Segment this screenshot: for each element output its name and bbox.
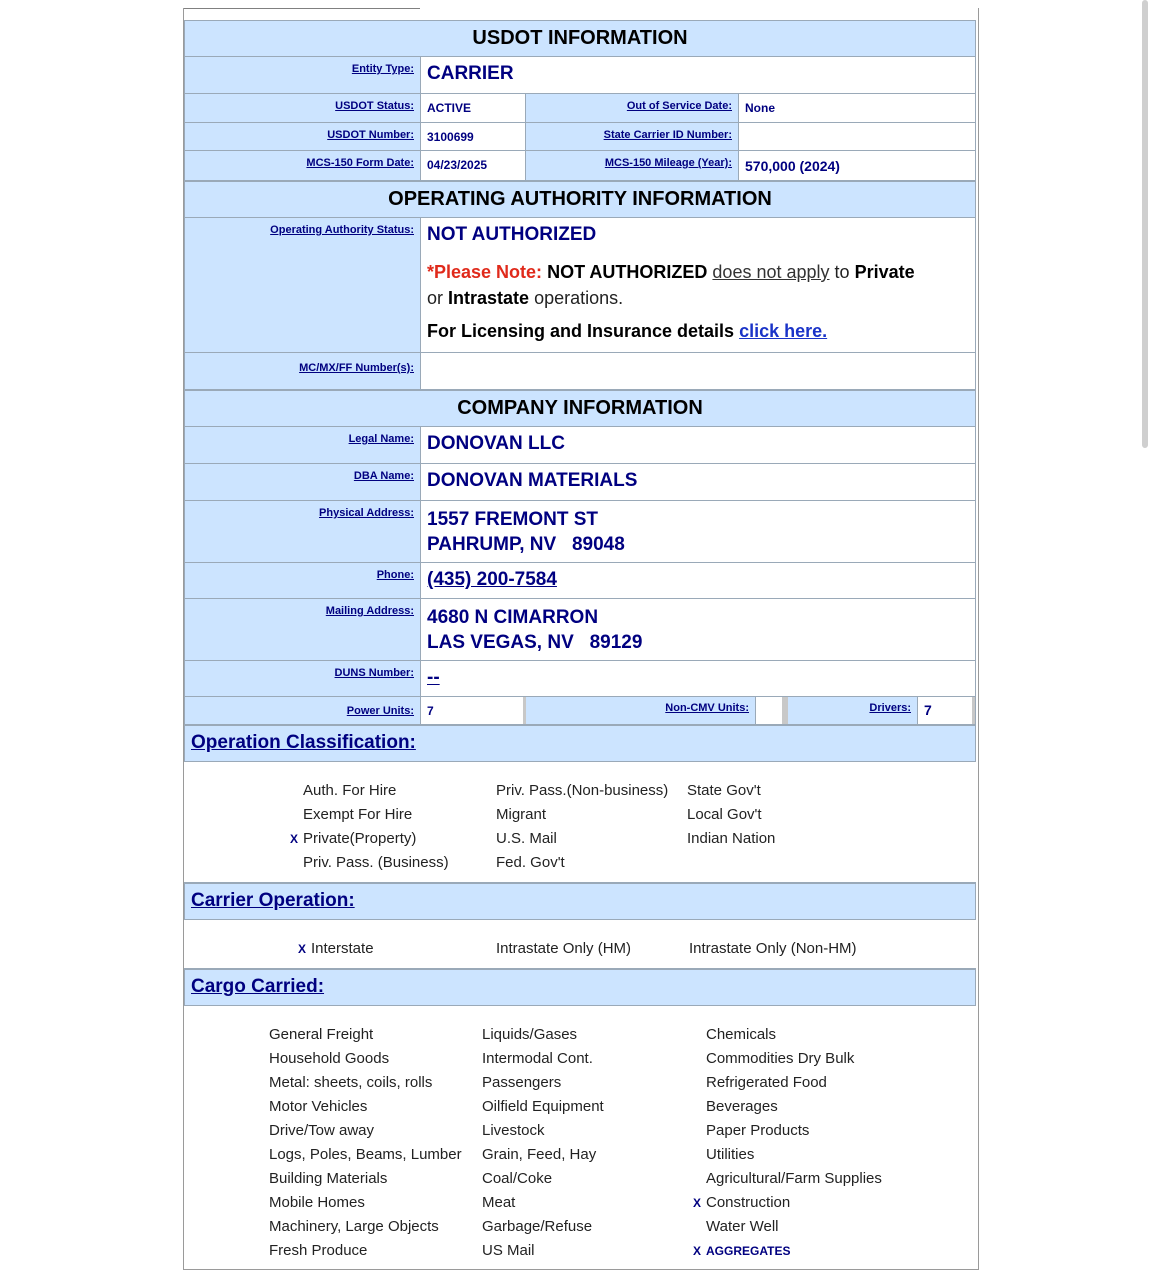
cargo-item: Water Well <box>706 1218 779 1235</box>
noncmv-units-value <box>756 697 788 724</box>
opclass-item: Fed. Gov't <box>496 854 565 871</box>
cargo-item: Meat <box>482 1194 516 1211</box>
mcs-mileage-label[interactable]: MCS-150 Mileage (Year): <box>526 151 739 180</box>
usdot-header: USDOT INFORMATION <box>184 20 976 57</box>
carrier-op-check-mark: X <box>298 942 307 956</box>
physical-address-line1: 1557 FREMONT ST <box>427 509 599 530</box>
authority-status-label[interactable]: Operating Authority Status: <box>185 218 421 352</box>
cargo-item: Refrigerated Food <box>706 1074 827 1091</box>
note-bold: NOT AUTHORIZED <box>547 262 708 282</box>
cargo-item: Oilfield Equipment <box>482 1098 604 1115</box>
state-id-value <box>739 123 975 150</box>
usdot-number-label[interactable]: USDOT Number: <box>185 123 421 150</box>
noncmv-units-label[interactable]: Non-CMV Units: <box>526 697 756 724</box>
operation-classification-panel <box>184 762 976 883</box>
licensing-text: For Licensing and Insurance details <box>427 321 735 341</box>
cargo-item: US Mail <box>482 1242 535 1259</box>
opclass-item: Priv. Pass.(Non-business) <box>496 782 669 799</box>
cargo-item: Logs, Poles, Beams, Lumber <box>269 1146 462 1163</box>
opclass-check-mark: X <box>290 832 299 846</box>
cargo-item: Mobile Homes <box>269 1194 365 1211</box>
entity-type-value: CARRIER <box>421 57 975 93</box>
cargo-item: Household Goods <box>269 1050 390 1067</box>
cargo-carried-panel <box>184 1006 976 1268</box>
mc-label[interactable]: MC/MX/FF Number(s): <box>185 353 421 389</box>
carrier-op-item: Interstate <box>311 940 374 957</box>
physical-address-value <box>421 501 975 562</box>
cargo-item: Building Materials <box>269 1170 388 1187</box>
cargo-item: Commodities Dry Bulk <box>706 1050 855 1067</box>
drivers-label[interactable]: Drivers: <box>788 697 918 724</box>
opclass-item: State Gov't <box>687 782 761 799</box>
cargo-item: Passengers <box>482 1074 562 1091</box>
mcs-date-label[interactable]: MCS-150 Form Date: <box>185 151 421 180</box>
operation-classification-header[interactable]: Operation Classification: <box>184 725 976 762</box>
authority-status-value: NOT AUTHORIZED <box>427 224 597 245</box>
licensing-link[interactable]: click here. <box>739 321 828 341</box>
cargo-item: Livestock <box>482 1122 545 1139</box>
phone-label[interactable]: Phone: <box>185 563 421 598</box>
note-intrastate: Intrastate <box>448 288 530 308</box>
cargo-item: Garbage/Refuse <box>482 1218 593 1235</box>
carrier-op-item: Intrastate Only (HM) <box>496 940 632 957</box>
mc-row <box>184 353 976 390</box>
scrollbar[interactable] <box>1142 0 1148 448</box>
entity-type-label[interactable]: Entity Type: <box>185 57 421 93</box>
carrier-operation-list <box>184 920 976 968</box>
cargo-item: Intermodal Cont. <box>482 1050 593 1067</box>
entity-type-row <box>184 57 976 94</box>
opclass-item: Private(Property) <box>303 830 417 847</box>
mailing-address-label[interactable]: Mailing Address: <box>185 599 421 660</box>
mailing-address-row <box>184 599 976 661</box>
mcs-row <box>184 151 976 181</box>
mailing-address-value <box>421 599 975 660</box>
cargo-item: AGGREGATES <box>706 1244 791 1258</box>
cargo-item: Machinery, Large Objects <box>269 1218 439 1235</box>
usdot-status-row <box>184 94 976 123</box>
duns-value[interactable]: -- <box>421 661 975 696</box>
authority-status-cell <box>421 218 975 352</box>
operation-classification-list <box>184 762 976 882</box>
phone-value[interactable]: (435) 200-7584 <box>421 563 975 598</box>
drivers-value: 7 <box>918 697 975 724</box>
legal-name-label[interactable]: Legal Name: <box>185 427 421 463</box>
cargo-item: Fresh Produce <box>269 1242 368 1259</box>
usdot-status-value: ACTIVE <box>421 94 526 122</box>
authority-status-row <box>184 218 976 353</box>
note-private: Private <box>854 262 915 282</box>
cargo-item: Metal: sheets, coils, rolls <box>269 1074 433 1091</box>
state-id-label[interactable]: State Carrier ID Number: <box>526 123 739 150</box>
cargo-item: Coal/Coke <box>482 1170 553 1187</box>
cargo-item: Liquids/Gases <box>482 1026 578 1043</box>
note-prefix: *Please Note: <box>427 262 543 282</box>
mcs-date-value: 04/23/2025 <box>421 151 526 180</box>
cargo-item: Beverages <box>706 1098 778 1115</box>
usdot-status-label[interactable]: USDOT Status: <box>185 94 421 122</box>
licensing-line <box>427 321 969 342</box>
units-row <box>184 697 976 725</box>
physical-address-row <box>184 501 976 563</box>
cargo-check-mark: X <box>693 1196 702 1210</box>
cargo-item: Motor Vehicles <box>269 1098 368 1115</box>
duns-row <box>184 661 976 697</box>
oos-date-value: None <box>739 94 975 122</box>
power-units-label[interactable]: Power Units: <box>185 697 421 724</box>
cargo-item: General Freight <box>269 1026 374 1043</box>
cargo-item: Agricultural/Farm Supplies <box>706 1170 882 1187</box>
physical-address-line2: PAHRUMP, NV 89048 <box>427 534 625 555</box>
mailing-address-line2: LAS VEGAS, NV 89129 <box>427 632 643 653</box>
company-header: COMPANY INFORMATION <box>184 390 976 427</box>
usdot-number-value: 3100699 <box>421 123 526 150</box>
cargo-item: Paper Products <box>706 1122 810 1139</box>
cargo-item: Chemicals <box>706 1026 777 1043</box>
legal-name-value: DONOVAN LLC <box>421 427 975 463</box>
opclass-item: Auth. For Hire <box>303 782 397 799</box>
mc-value <box>421 353 975 389</box>
oos-date-label[interactable]: Out of Service Date: <box>526 94 739 122</box>
cargo-carried-header[interactable]: Cargo Carried: <box>184 969 976 1006</box>
cargo-check-mark: X <box>693 1244 702 1258</box>
opclass-item: Migrant <box>496 806 547 823</box>
duns-label[interactable]: DUNS Number: <box>185 661 421 696</box>
opclass-item: Priv. Pass. (Business) <box>303 854 449 871</box>
mcs-mileage-value: 570,000 (2024) <box>739 151 975 180</box>
authority-note <box>427 259 969 311</box>
note-to: to <box>834 262 850 282</box>
phone-row <box>184 563 976 599</box>
cargo-item: Grain, Feed, Hay <box>482 1146 597 1163</box>
note-end: operations. <box>534 288 624 308</box>
dba-name-value: DONOVAN MATERIALS <box>421 464 975 500</box>
authority-header: OPERATING AUTHORITY INFORMATION <box>184 181 976 218</box>
usdot-number-row <box>184 123 976 151</box>
opclass-item: Local Gov't <box>687 806 762 823</box>
dba-name-row <box>184 464 976 501</box>
opclass-item: Indian Nation <box>687 830 776 847</box>
opclass-item: Exempt For Hire <box>303 806 413 823</box>
power-units-value: 7 <box>421 697 526 724</box>
physical-address-label[interactable]: Physical Address: <box>185 501 421 562</box>
cargo-item: Drive/Tow away <box>269 1122 375 1139</box>
carrier-operation-panel <box>184 920 976 969</box>
cargo-item: Construction <box>706 1194 791 1211</box>
carrier-op-item: Intrastate Only (Non-HM) <box>689 940 857 957</box>
cargo-carried-list <box>184 1006 976 1268</box>
carrier-operation-header[interactable]: Carrier Operation: <box>184 883 976 920</box>
note-or: or <box>427 288 444 308</box>
note-link[interactable]: does not apply <box>712 262 830 282</box>
legal-name-row <box>184 427 976 464</box>
cargo-item: Utilities <box>706 1146 755 1163</box>
mailing-address-line1: 4680 N CIMARRON <box>427 607 599 628</box>
opclass-item: U.S. Mail <box>496 830 557 847</box>
dba-name-label[interactable]: DBA Name: <box>185 464 421 500</box>
